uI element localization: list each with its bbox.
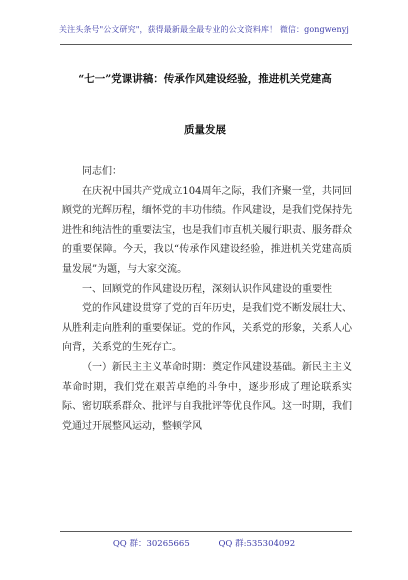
document-title-line-2: 质量发展 (184, 124, 226, 136)
paragraph-subsection-1: （一）新民主主义革命时期：奠定作风建设基础。新民主主义革命时期，我们党在艰苦卓绝的斗争中，逐步形成了理论联系实际、密切联系群众、批评与自我批评等优良作风。这一时期，我们党通过开展整风运动，整顿学风 (62, 361, 352, 432)
document-title-line-1: “七一”党课讲稿：传承作风建设经验，推进机关党建高 (78, 73, 332, 85)
footer-qq-group-2: QQ 群:535304092 (218, 539, 296, 549)
footer-contact (0, 537, 408, 549)
header-watermark-note: 关注头条号"公文研究"，获得最新最全最专业的公文资料库！ 微信：gongwenyj (59, 25, 349, 34)
footer-qq-group-1: QQ 群：30265665 (112, 539, 190, 549)
paragraph-intro: 在庆祝中国共产党成立104周年之际，我们齐聚一堂，共同回顾党的光辉历程，缅怀党的丰功伟绩。作风建设，是我们党保持先进性和纯洁性的重要法宝，也是我们市直机关履行职责、服务群众的重要保障。今天，我以“传承作风建设经验，推进机关党建高质量发展”为题，与大家交流。 (62, 185, 352, 275)
document-body (62, 162, 352, 436)
header-divider (60, 44, 352, 45)
paragraph-section-1: 党的作风建设贯穿了党的百年历史，是我们党不断发展壮大、从胜利走向胜利的重要保证。党的作风，关系党的形象，关系人心向背，关系党的生死存亡。 (62, 303, 352, 354)
section-heading-1: 一、回顾党的作风建设历程，深刻认识作风建设的重要性 (82, 283, 332, 295)
footer-divider (60, 531, 352, 532)
greeting: 同志们： (82, 166, 122, 177)
